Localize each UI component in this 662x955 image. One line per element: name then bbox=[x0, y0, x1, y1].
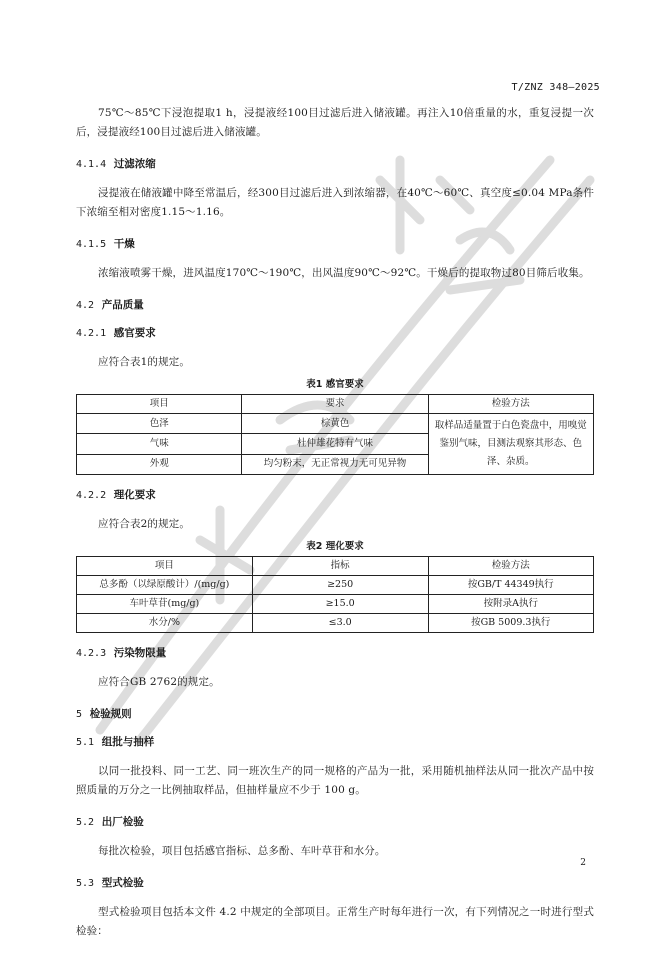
section-title: 产品质量 bbox=[101, 299, 144, 311]
table2-title: 表2 理化要求 bbox=[306, 541, 364, 552]
section-number: 4.2.1 bbox=[76, 328, 107, 339]
table-cell-item: 总多酚（以绿原酸计）/(mg/g) bbox=[77, 576, 253, 595]
column-header: 项目 bbox=[77, 557, 253, 576]
section-title: 过滤浓缩 bbox=[113, 158, 156, 170]
table-cell-item: 车叶草苷(mg/g) bbox=[77, 595, 253, 614]
section-title: 干燥 bbox=[113, 238, 135, 250]
sensory-requirements-table bbox=[76, 394, 594, 475]
section-title: 污染物限量 bbox=[113, 647, 167, 659]
section-heading-4-2-2 bbox=[76, 487, 594, 504]
section-number: 4.1.5 bbox=[76, 239, 107, 250]
paragraph: 每批次检验，项目包括感官指标、总多酚、车叶草苷和水分。 bbox=[98, 845, 386, 857]
table1-title: 表1 感官要求 bbox=[306, 379, 364, 390]
column-header: 检验方法 bbox=[428, 557, 593, 576]
section-title: 感官要求 bbox=[113, 327, 156, 339]
table-row bbox=[77, 595, 594, 614]
section-number: 5.2 bbox=[76, 817, 95, 828]
table-cell-item: 色泽 bbox=[77, 414, 242, 434]
table-row bbox=[77, 414, 594, 434]
table-cell-item: 外观 bbox=[77, 454, 242, 474]
section-heading-5-3 bbox=[76, 875, 594, 892]
section-number: 5.3 bbox=[76, 878, 95, 889]
table-cell-requirement: 杜仲雄花特有气味 bbox=[242, 434, 428, 454]
section-heading-4-2 bbox=[76, 297, 594, 314]
table-cell-value: ≤3.0 bbox=[252, 614, 428, 633]
table-cell-method: 按GB/T 44349执行 bbox=[428, 576, 593, 595]
column-header: 项目 bbox=[77, 395, 242, 414]
section-number: 4.2 bbox=[76, 300, 95, 311]
section-heading-5-1 bbox=[76, 734, 594, 751]
paragraph: 浓缩液喷雾干燥，进风温度170℃～190℃，出风温度90℃～92℃。干燥后的提取物过80目筛后收集。 bbox=[98, 267, 590, 279]
section-heading-4-2-3 bbox=[76, 645, 594, 662]
table-header-row bbox=[77, 557, 594, 576]
table-cell-value: ≥250 bbox=[252, 576, 428, 595]
document-body bbox=[76, 104, 594, 955]
paragraph: 应符合表2的规定。 bbox=[98, 518, 191, 530]
table-cell-method: 按GB 5009.3执行 bbox=[428, 614, 593, 633]
section-heading-4-1-5 bbox=[76, 236, 594, 253]
section-number: 5 bbox=[76, 709, 83, 720]
section-number: 4.2.2 bbox=[76, 490, 107, 501]
table-cell-requirement: 均匀粉末，无正常视力无可见异物 bbox=[242, 454, 428, 474]
column-header: 指标 bbox=[252, 557, 428, 576]
table-cell-method: 按附录A执行 bbox=[428, 595, 593, 614]
table-row bbox=[77, 614, 594, 633]
column-header: 检验方法 bbox=[428, 395, 593, 414]
paragraph: 应符合GB 2762的规定。 bbox=[98, 676, 220, 688]
section-heading-5-2 bbox=[76, 814, 594, 831]
section-heading-5 bbox=[76, 706, 594, 723]
table-cell-item: 水分/% bbox=[77, 614, 253, 633]
document-code: T/ZNZ 348—2025 bbox=[511, 82, 600, 93]
section-number: 4.1.4 bbox=[76, 159, 107, 170]
table-cell-method: 取样品适量置于白色瓷盘中，用嗅觉鉴别气味，目测法观察其形态、色泽、杂质。 bbox=[428, 414, 593, 475]
section-title: 出厂检验 bbox=[101, 816, 144, 828]
section-number: 4.2.3 bbox=[76, 648, 107, 659]
section-heading-4-1-4 bbox=[76, 156, 594, 173]
section-number: 5.1 bbox=[76, 737, 95, 748]
table-cell-requirement: 棕黄色 bbox=[242, 414, 428, 434]
table-cell-item: 气味 bbox=[77, 434, 242, 454]
section-title: 理化要求 bbox=[113, 489, 156, 501]
section-heading-4-2-1 bbox=[76, 325, 594, 342]
paragraph: 浸提液在储液罐中降至常温后，经300目过滤后进入到浓缩器，在40℃～60℃、真空度≤0.04 MPa条件下浓缩至相对密度1.15～1.16。 bbox=[76, 187, 594, 218]
table-header-row bbox=[77, 395, 594, 414]
column-header: 要求 bbox=[242, 395, 428, 414]
table-row bbox=[77, 576, 594, 595]
section-title: 组批与抽样 bbox=[101, 736, 155, 748]
paragraph: 型式检验项目包括本文件 4.2 中规定的全部项目。正常生产时每年进行一次，有下列情况之一时进行型式检验： bbox=[76, 906, 594, 937]
table-cell-value: ≥15.0 bbox=[252, 595, 428, 614]
section-title: 检验规则 bbox=[89, 708, 132, 720]
physicochemical-requirements-table bbox=[76, 556, 594, 633]
paragraph: 75℃～85℃下浸泡提取1 h，浸提液经100目过滤后进入储液罐。再注入10倍重量的水，重复浸提一次后，浸提液经100目过滤后进入储液罐。 bbox=[76, 107, 594, 138]
section-title: 型式检验 bbox=[101, 877, 144, 889]
page-number: 2 bbox=[580, 858, 586, 868]
paragraph: 应符合表1的规定。 bbox=[98, 356, 191, 368]
paragraph: 以同一批投料、同一工艺、同一班次生产的同一规格的产品为一批，采用随机抽样法从同一批次产品中按照质量的万分之一比例抽取样品，但抽样量应不少于 100 g。 bbox=[76, 765, 594, 796]
